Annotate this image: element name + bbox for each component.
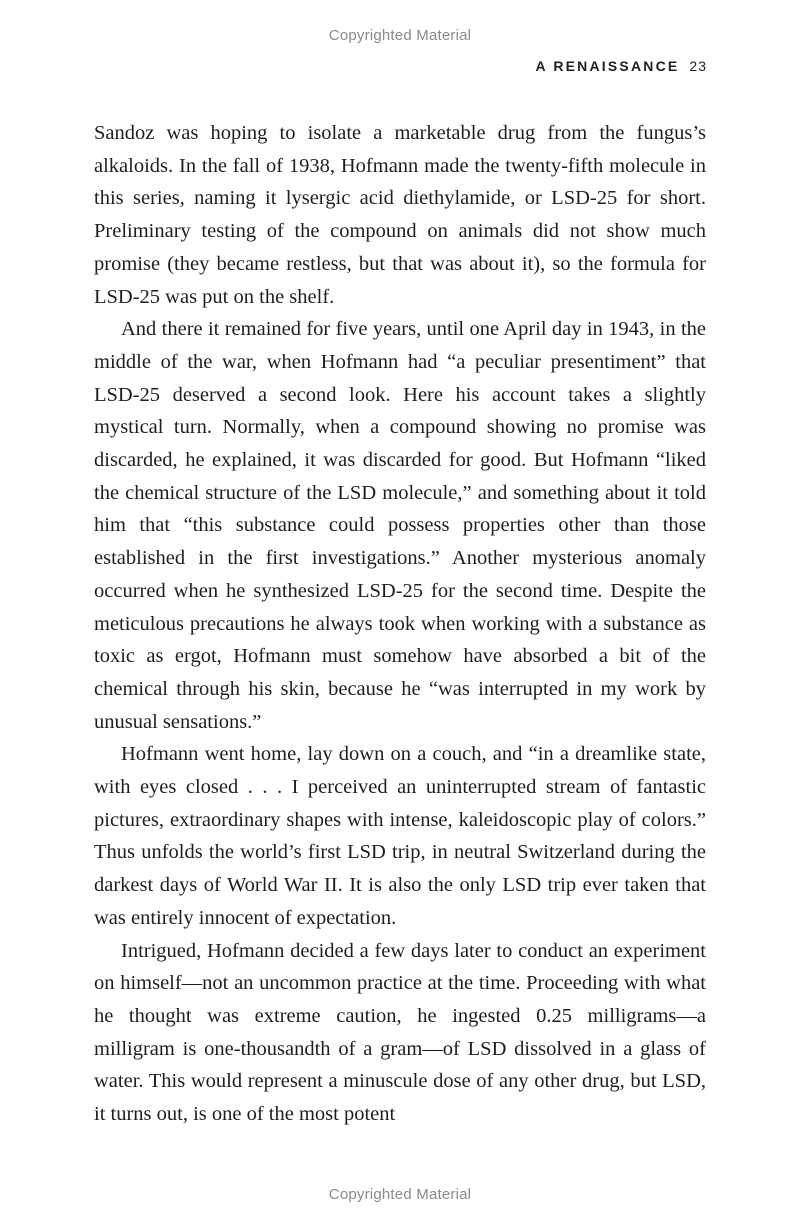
copyright-watermark-top: Copyrighted Material (328, 27, 472, 44)
page-number: 23 (689, 58, 707, 74)
paragraph-3: Hofmann went home, lay down on a couch, and “in a dreamlike state, with eyes closed . . . I perceived an uninterrupted stream of fantastic pictures, extraordinary shapes with intense, kaleidoscopic play of colors.” Thus unfolds the world’s first LSD trip, in neutral Switzerland during the darkest days of World War II. It is also the only LSD trip ever taken that was entirely innocent of expectation. (94, 743, 706, 929)
copyright-watermark-bottom: Copyrighted Material (328, 1186, 472, 1203)
paragraph-1: Sandoz was hoping to isolate a marketable drug from the fungus’s alkaloids. In the fall of 1938, Hofmann made the twenty-fifth molecule in this series, naming it lysergic acid diethylamide, or LSD-25 for short. Preliminary testing of the compound on animals did not show much promise (they became restless, but that was about it), so the formula for LSD-25 was put on the shelf. (94, 122, 706, 308)
paragraph-2: And there it remained for five years, until one April day in 1943, in the middle of the war, when Hofmann had “a peculiar presentiment” that LSD-25 deserved a second look. Here his account takes a slightly mystical turn. Normally, when a compound showing no promise was discarded, he explained, it was discarded for good. But Hofmann “liked the chemical structure of the LSD molecule,” and something about it told him that “this substance could possess properties other than those established in the first investigations.” Another mysterious anomaly occurred when he synthesized LSD-25 for the second time. Despite the meticulous precautions he always took when working with a substance as toxic as ergot, Hofmann must somehow have absorbed a bit of the chemical through his skin, because he “was interrupted in my work by unusual sensations.” (94, 318, 706, 733)
chapter-title: A RENAISSANCE (535, 58, 680, 74)
running-head (535, 58, 707, 74)
paragraph-4: Intrigued, Hofmann decided a few days later to conduct an experiment on himself—not an uncommon practice at the time. Proceeding with what he thought was extreme caution, he ingested 0.25 milligrams—a milligram is one-thousandth of a gram—of LSD dissolved in a glass of water. This would represent a minuscule dose of any other drug, but LSD, it turns out, is one of the most potent (94, 939, 706, 1126)
body-text (94, 117, 706, 1131)
